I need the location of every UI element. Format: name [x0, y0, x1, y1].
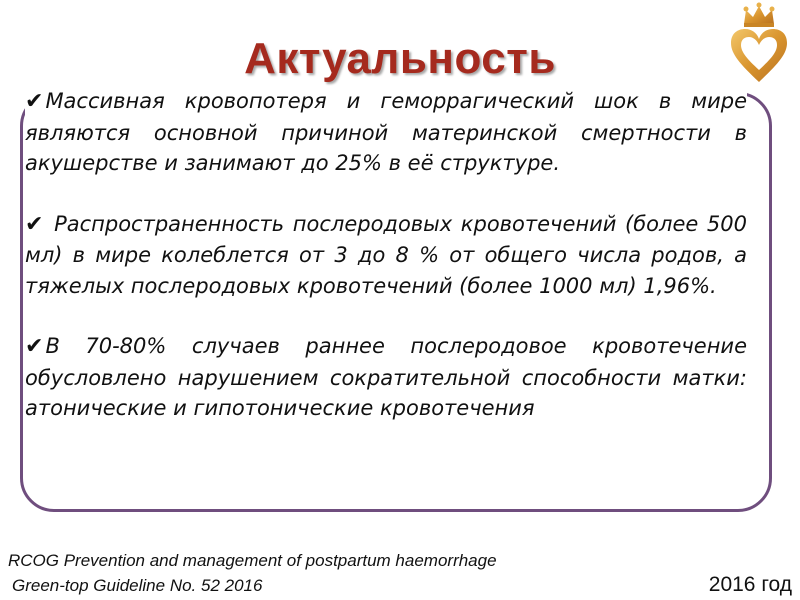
checkmark-icon: ✔ [25, 89, 44, 114]
item-text: В 70-80% случаев раннее послеродовое кровотечение обусловлено нарушением сократительной способности матки: атонические и гипотонические кровотечения [25, 334, 747, 420]
item-text: Массивная кровопотеря и геморрагический шок в мире являются основной причиной материнской смертности в акушерстве и занимают до 25% в её структуре. [25, 89, 747, 175]
list-item [25, 209, 747, 302]
slide-title: Актуальность [244, 34, 556, 83]
checkmark-icon: ✔ [25, 334, 44, 359]
source-citation [8, 548, 497, 598]
item-text: Распространенность послеродовых кровотечений (более 500 мл) в мире колеблется от 3 до 8 % от общего числа родов, а тяжелых послеродовых кровотечений (более 1000 мл) 1,96%. [25, 211, 747, 298]
list-item [25, 331, 747, 424]
bullet-list [25, 86, 747, 424]
checkmark-icon: ✔ [25, 211, 44, 237]
list-item [25, 86, 747, 179]
source-line-1: RCOG Prevention and management of postpartum haemorrhage [8, 551, 497, 570]
year-label: 2016 год [708, 573, 792, 596]
source-line-2: Green-top Guideline No. 52 2016 [12, 576, 263, 595]
